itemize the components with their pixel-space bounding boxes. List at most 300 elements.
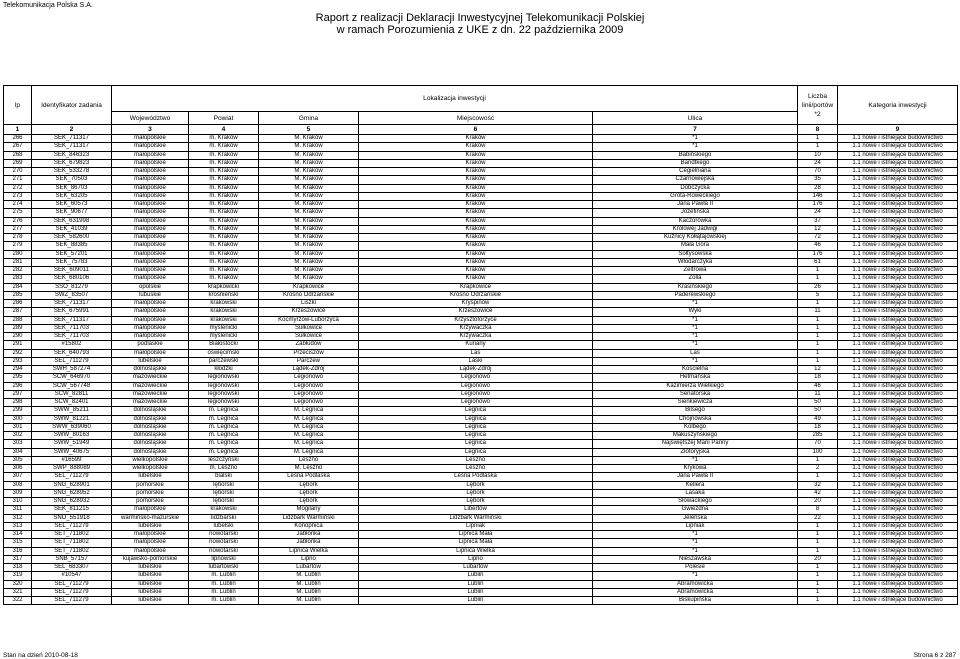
cell-wojewodztwo: małopolskie bbox=[112, 539, 189, 547]
cell-ulica: Lipniak bbox=[593, 522, 798, 530]
cell-liczba: 12 bbox=[798, 366, 838, 374]
cell-wojewodztwo: małopolskie bbox=[112, 217, 189, 225]
header-identyfikator: Identyfikator zadania bbox=[32, 86, 112, 125]
cell-liczba: 1 bbox=[798, 341, 838, 349]
header-miejscowosc: Miejscowość bbox=[359, 112, 593, 125]
cell-ulica: Lasaka bbox=[593, 489, 798, 497]
cell-wojewodztwo: małopolskie bbox=[112, 168, 189, 176]
cell-ulica: Jana Pawła II bbox=[593, 201, 798, 209]
cell-gmina: Krzeszowice bbox=[259, 308, 359, 316]
cell-powiat: legionowski bbox=[189, 399, 259, 407]
cell-miejscowosc: Las bbox=[359, 349, 593, 357]
cell-ulica: *1 bbox=[593, 316, 798, 324]
cell-ulica: Kazimierza Wielkiego bbox=[593, 382, 798, 390]
cell-miejscowosc: Legionowo bbox=[359, 374, 593, 382]
cell-liczba: 1 bbox=[798, 456, 838, 464]
cell-kategoria: 1.1 nowe i istniejące budownictwo bbox=[838, 333, 958, 341]
table-row bbox=[4, 201, 958, 209]
cell-miejscowosc: Kraków bbox=[359, 168, 593, 176]
cell-lp: 285 bbox=[4, 291, 32, 299]
cell-identyfikator: SEK_811215 bbox=[32, 506, 112, 514]
cell-wojewodztwo: małopolskie bbox=[112, 349, 189, 357]
cell-gmina: M. Legnica bbox=[259, 415, 359, 423]
cell-ulica: Jana Pawła II bbox=[593, 473, 798, 481]
cell-liczba: 1 bbox=[798, 580, 838, 588]
cell-gmina: Leszno bbox=[259, 456, 359, 464]
cell-liczba: 1 bbox=[798, 300, 838, 308]
cell-gmina: M. Kraków bbox=[259, 250, 359, 258]
cell-identyfikator: SEK_86703 bbox=[32, 184, 112, 192]
cell-liczba: 1 bbox=[798, 564, 838, 572]
cell-liczba: 1 bbox=[798, 473, 838, 481]
cell-lp: 310 bbox=[4, 498, 32, 506]
cell-lp: 309 bbox=[4, 489, 32, 497]
cell-lp: 282 bbox=[4, 267, 32, 275]
cell-identyfikator: SEK_680106 bbox=[32, 275, 112, 283]
cell-gmina: Liszki bbox=[259, 300, 359, 308]
header-powiat: Powiat bbox=[189, 112, 259, 125]
table-row bbox=[4, 143, 958, 151]
cell-miejscowosc: Kraków bbox=[359, 192, 593, 200]
table-row bbox=[4, 333, 958, 341]
table-row bbox=[4, 456, 958, 464]
cell-gmina: Krapkowice bbox=[259, 283, 359, 291]
cell-liczba: 46 bbox=[798, 382, 838, 390]
cell-kategoria: 1.1 nowe i istniejące budownictwo bbox=[838, 407, 958, 415]
cell-identyfikator: SWW_80163 bbox=[32, 432, 112, 440]
cell-kategoria: 1.1 nowe i istniejące budownictwo bbox=[838, 308, 958, 316]
cell-miejscowosc: Legionowo bbox=[359, 390, 593, 398]
cell-liczba: 35 bbox=[798, 176, 838, 184]
table-row bbox=[4, 374, 958, 382]
table-row bbox=[4, 390, 958, 398]
cell-liczba: 70 bbox=[798, 440, 838, 448]
cell-kategoria: 1.1 nowe i istniejące budownictwo bbox=[838, 390, 958, 398]
cell-miejscowosc: Legnica bbox=[359, 440, 593, 448]
cell-powiat: bialski bbox=[189, 473, 259, 481]
cell-kategoria: 1.1 nowe i istniejące budownictwo bbox=[838, 448, 958, 456]
column-number: 7 bbox=[593, 125, 798, 135]
cell-wojewodztwo: mazowieckie bbox=[112, 390, 189, 398]
cell-gmina: M. Kraków bbox=[259, 168, 359, 176]
cell-powiat: m. Legnica bbox=[189, 448, 259, 456]
table-row bbox=[4, 176, 958, 184]
cell-identyfikator: #10547 bbox=[32, 572, 112, 580]
cell-ulica: Paderewskiego bbox=[593, 291, 798, 299]
cell-miejscowosc: Kraków bbox=[359, 225, 593, 233]
cell-lp: 275 bbox=[4, 209, 32, 217]
cell-miejscowosc: Lublin bbox=[359, 588, 593, 596]
cell-ulica: Słowackiego bbox=[593, 498, 798, 506]
cell-miejscowosc: Krzywaczka bbox=[359, 324, 593, 332]
cell-powiat: kłodzki bbox=[189, 366, 259, 374]
cell-lp: 311 bbox=[4, 506, 32, 514]
cell-miejscowosc: Legnica bbox=[359, 432, 593, 440]
table-row bbox=[4, 357, 958, 365]
cell-kategoria: 1.1 nowe i istniejące budownictwo bbox=[838, 201, 958, 209]
cell-powiat: lęborski bbox=[189, 489, 259, 497]
cell-gmina: Lidzbark Warmiński bbox=[259, 514, 359, 522]
cell-lp: 305 bbox=[4, 456, 32, 464]
table-row bbox=[4, 580, 958, 588]
cell-lp: 319 bbox=[4, 572, 32, 580]
footer-date: Stan na dzień 2010-08-18 bbox=[3, 652, 78, 659]
cell-kategoria: 1.1 nowe i istniejące budownictwo bbox=[838, 547, 958, 555]
cell-wojewodztwo: małopolskie bbox=[112, 258, 189, 266]
cell-lp: 283 bbox=[4, 275, 32, 283]
cell-gmina: Lipnica Wielka bbox=[259, 547, 359, 555]
cell-powiat: m. Legnica bbox=[189, 432, 259, 440]
cell-kategoria: 1.1 nowe i istniejące budownictwo bbox=[838, 498, 958, 506]
cell-miejscowosc: Kraków bbox=[359, 135, 593, 143]
cell-kategoria: 1.1 nowe i istniejące budownictwo bbox=[838, 267, 958, 275]
cell-miejscowosc: Kraków bbox=[359, 184, 593, 192]
table-row bbox=[4, 324, 958, 332]
cell-kategoria: 1.1 nowe i istniejące budownictwo bbox=[838, 225, 958, 233]
cell-ulica: Gwiezdna bbox=[593, 506, 798, 514]
cell-identyfikator: SWW_85211 bbox=[32, 407, 112, 415]
cell-powiat: m. Lublin bbox=[189, 597, 259, 605]
cell-identyfikator: #16599 bbox=[32, 456, 112, 464]
header-kategoria: Kategoria inwestycji bbox=[838, 86, 958, 125]
header-liczba-linii: Liczba linii/portów *2 bbox=[798, 86, 838, 125]
cell-wojewodztwo: małopolskie bbox=[112, 308, 189, 316]
cell-powiat: legionowski bbox=[189, 382, 259, 390]
cell-kategoria: 1.1 nowe i istniejące budownictwo bbox=[838, 489, 958, 497]
cell-lp: 286 bbox=[4, 300, 32, 308]
cell-powiat: Białostocki bbox=[189, 341, 259, 349]
cell-miejscowosc: Legnica bbox=[359, 415, 593, 423]
footer-page-number: Strona 6 z 287 bbox=[913, 652, 956, 659]
cell-wojewodztwo: lubelskie bbox=[112, 588, 189, 596]
cell-powiat: m. Kraków bbox=[189, 258, 259, 266]
table-row bbox=[4, 564, 958, 572]
cell-miejscowosc: Kraków bbox=[359, 275, 593, 283]
cell-liczba: 1 bbox=[798, 275, 838, 283]
cell-lp: 315 bbox=[4, 539, 32, 547]
cell-ulica: Królowej Jadwigi bbox=[593, 225, 798, 233]
cell-ulica: *1 bbox=[593, 143, 798, 151]
cell-gmina: Legionowo bbox=[259, 390, 359, 398]
cell-liczba: 1 bbox=[798, 597, 838, 605]
cell-identyfikator: SCW_82401 bbox=[32, 399, 112, 407]
cell-liczba: 50 bbox=[798, 399, 838, 407]
cell-wojewodztwo: małopolskie bbox=[112, 531, 189, 539]
cell-ulica: Mała Góra bbox=[593, 242, 798, 250]
cell-kategoria: 1.1 nowe i istniejące budownictwo bbox=[838, 291, 958, 299]
cell-kategoria: 1.1 nowe i istniejące budownictwo bbox=[838, 555, 958, 563]
company-name: Telekomunikacja Polska S.A. bbox=[3, 2, 93, 9]
cell-wojewodztwo: małopolskie bbox=[112, 176, 189, 184]
table-row bbox=[4, 572, 958, 580]
table-row bbox=[4, 489, 958, 497]
cell-ulica: Kościelna bbox=[593, 366, 798, 374]
table-row bbox=[4, 465, 958, 473]
cell-identyfikator: SWW_639060 bbox=[32, 423, 112, 431]
cell-powiat: m. Kraków bbox=[189, 159, 259, 167]
cell-identyfikator: SEL_683307 bbox=[32, 564, 112, 572]
cell-powiat: krakowski bbox=[189, 308, 259, 316]
cell-wojewodztwo: lubelskie bbox=[112, 473, 189, 481]
cell-ulica: *1 bbox=[593, 324, 798, 332]
cell-identyfikator: SEL_711279 bbox=[32, 357, 112, 365]
cell-miejscowosc: Lublin bbox=[359, 580, 593, 588]
column-number: 4 bbox=[189, 125, 259, 135]
column-number: 8 bbox=[798, 125, 838, 135]
cell-ulica: Wyki bbox=[593, 308, 798, 316]
cell-kategoria: 1.1 nowe i istniejące budownictwo bbox=[838, 324, 958, 332]
cell-lp: 301 bbox=[4, 423, 32, 431]
cell-identyfikator: SEK_711317 bbox=[32, 143, 112, 151]
cell-lp: 307 bbox=[4, 473, 32, 481]
column-number: 6 bbox=[359, 125, 593, 135]
cell-wojewodztwo: małopolskie bbox=[112, 250, 189, 258]
cell-miejscowosc: Lidzbark Warmiński bbox=[359, 514, 593, 522]
cell-kategoria: 1.1 nowe i istniejące budownictwo bbox=[838, 184, 958, 192]
cell-wojewodztwo: pomorskie bbox=[112, 481, 189, 489]
cell-gmina: Sułkowice bbox=[259, 333, 359, 341]
cell-gmina: M. Kraków bbox=[259, 234, 359, 242]
cell-powiat: parczewski bbox=[189, 357, 259, 365]
cell-lp: 291 bbox=[4, 341, 32, 349]
cell-ulica: *1 bbox=[593, 531, 798, 539]
cell-gmina: Sułkowice bbox=[259, 324, 359, 332]
cell-ulica: Bilsego bbox=[593, 407, 798, 415]
cell-powiat: krapkowicki bbox=[189, 283, 259, 291]
cell-identyfikator: SEL_711279 bbox=[32, 597, 112, 605]
cell-powiat: m. Kraków bbox=[189, 135, 259, 143]
cell-identyfikator: SEL_711279 bbox=[32, 473, 112, 481]
cell-ulica: *1 bbox=[593, 547, 798, 555]
cell-wojewodztwo: małopolskie bbox=[112, 547, 189, 555]
table-row bbox=[4, 415, 958, 423]
cell-powiat: lidzbarski bbox=[189, 514, 259, 522]
cell-gmina: M. Kraków bbox=[259, 225, 359, 233]
cell-lp: 293 bbox=[4, 357, 32, 365]
cell-kategoria: 1.1 nowe i istniejące budownictwo bbox=[838, 143, 958, 151]
cell-identyfikator: SEL_711279 bbox=[32, 588, 112, 596]
cell-identyfikator: SEK_711703 bbox=[32, 333, 112, 341]
cell-powiat: nowotarski bbox=[189, 539, 259, 547]
cell-identyfikator: SNO_551918 bbox=[32, 514, 112, 522]
cell-miejscowosc: Lublin bbox=[359, 597, 593, 605]
cell-identyfikator: SEK_63205 bbox=[32, 192, 112, 200]
cell-gmina: M. Legnica bbox=[259, 448, 359, 456]
cell-lp: 320 bbox=[4, 580, 32, 588]
cell-liczba: 37 bbox=[798, 217, 838, 225]
cell-gmina: Kocmyrzów-Luborzyca bbox=[259, 316, 359, 324]
cell-lp: 290 bbox=[4, 333, 32, 341]
cell-ulica: Abramowicka bbox=[593, 580, 798, 588]
cell-miejscowosc: Krzysztoforzyce bbox=[359, 316, 593, 324]
cell-identyfikator: SCW_567748 bbox=[32, 382, 112, 390]
cell-wojewodztwo: dolnośląskie bbox=[112, 407, 189, 415]
cell-miejscowosc: Laski bbox=[359, 357, 593, 365]
cell-wojewodztwo: dolnośląskie bbox=[112, 366, 189, 374]
cell-powiat: krakowski bbox=[189, 300, 259, 308]
cell-powiat: oświęcimski bbox=[189, 349, 259, 357]
cell-gmina: Jabłonka bbox=[259, 531, 359, 539]
table-row bbox=[4, 151, 958, 159]
header-gmina: Gmina bbox=[259, 112, 359, 125]
cell-kategoria: 1.1 nowe i istniejące budownictwo bbox=[838, 514, 958, 522]
cell-wojewodztwo: małopolskie bbox=[112, 506, 189, 514]
table-row bbox=[4, 258, 958, 266]
cell-miejscowosc: Krosno Odrzańskie bbox=[359, 291, 593, 299]
cell-wojewodztwo: dolnośląskie bbox=[112, 440, 189, 448]
cell-kategoria: 1.1 nowe i istniejące budownictwo bbox=[838, 522, 958, 530]
cell-powiat: lubelski bbox=[189, 522, 259, 530]
cell-kategoria: 1.1 nowe i istniejące budownictwo bbox=[838, 465, 958, 473]
table-row bbox=[4, 159, 958, 167]
cell-powiat: lęborski bbox=[189, 481, 259, 489]
table-row bbox=[4, 448, 958, 456]
cell-liczba: 1 bbox=[798, 267, 838, 275]
cell-kategoria: 1.1 nowe i istniejące budownictwo bbox=[838, 597, 958, 605]
cell-wojewodztwo: kujawsko-pomorskie bbox=[112, 555, 189, 563]
cell-miejscowosc: Legnica bbox=[359, 407, 593, 415]
cell-lp: 276 bbox=[4, 217, 32, 225]
cell-identyfikator: SWZ_83507 bbox=[32, 291, 112, 299]
cell-liczba: 1 bbox=[798, 547, 838, 555]
investment-table bbox=[3, 85, 958, 605]
cell-liczba: 1 bbox=[798, 333, 838, 341]
table-row bbox=[4, 308, 958, 316]
table-row bbox=[4, 275, 958, 283]
cell-kategoria: 1.1 nowe i istniejące budownictwo bbox=[838, 283, 958, 291]
cell-identyfikator: SEK_70503 bbox=[32, 176, 112, 184]
cell-ulica: *1 bbox=[593, 539, 798, 547]
cell-ulica: Senatorska bbox=[593, 390, 798, 398]
cell-wojewodztwo: małopolskie bbox=[112, 201, 189, 209]
cell-lp: 295 bbox=[4, 374, 32, 382]
cell-powiat: lipnowski bbox=[189, 555, 259, 563]
cell-miejscowosc: Kraków bbox=[359, 176, 593, 184]
table-row bbox=[4, 514, 958, 522]
cell-gmina: Lębork bbox=[259, 481, 359, 489]
cell-gmina: M. Lublin bbox=[259, 572, 359, 580]
cell-wojewodztwo: wielkopolskie bbox=[112, 465, 189, 473]
cell-gmina: M. Kraków bbox=[259, 151, 359, 159]
cell-gmina: Legionowo bbox=[259, 399, 359, 407]
cell-gmina: M. Kraków bbox=[259, 184, 359, 192]
cell-kategoria: 1.1 nowe i istniejące budownictwo bbox=[838, 374, 958, 382]
cell-identyfikator: SWW_40675 bbox=[32, 448, 112, 456]
cell-wojewodztwo: dolnośląskie bbox=[112, 432, 189, 440]
table-row bbox=[4, 407, 958, 415]
cell-lp: 316 bbox=[4, 547, 32, 555]
cell-powiat: m. Lublin bbox=[189, 580, 259, 588]
cell-ulica: Kellera bbox=[593, 481, 798, 489]
cell-lp: 272 bbox=[4, 184, 32, 192]
cell-miejscowosc: Lipniak bbox=[359, 522, 593, 530]
cell-ulica: *1 bbox=[593, 357, 798, 365]
cell-kategoria: 1.1 nowe i istniejące budownictwo bbox=[838, 588, 958, 596]
cell-kategoria: 1.1 nowe i istniejące budownictwo bbox=[838, 357, 958, 365]
cell-wojewodztwo: podlaskie bbox=[112, 341, 189, 349]
cell-miejscowosc: Krzeszowice bbox=[359, 308, 593, 316]
cell-powiat: nowotarski bbox=[189, 531, 259, 539]
cell-lp: 314 bbox=[4, 531, 32, 539]
column-number: 5 bbox=[259, 125, 359, 135]
cell-wojewodztwo: lubelskie bbox=[112, 580, 189, 588]
cell-miejscowosc: Legnica bbox=[359, 448, 593, 456]
cell-powiat: m. Legnica bbox=[189, 423, 259, 431]
cell-wojewodztwo: małopolskie bbox=[112, 192, 189, 200]
cell-ulica: Józefińska bbox=[593, 209, 798, 217]
cell-liczba: 42 bbox=[798, 489, 838, 497]
cell-ulica: Dobczycka bbox=[593, 184, 798, 192]
table-row bbox=[4, 267, 958, 275]
cell-identyfikator: SWP_888089 bbox=[32, 465, 112, 473]
cell-liczba: 49 bbox=[798, 415, 838, 423]
cell-liczba: 22 bbox=[798, 514, 838, 522]
cell-lp: 273 bbox=[4, 192, 32, 200]
cell-kategoria: 1.1 nowe i istniejące budownictwo bbox=[838, 580, 958, 588]
cell-liczba: 2 bbox=[798, 465, 838, 473]
cell-gmina: Jabłonka bbox=[259, 539, 359, 547]
cell-liczba: 1 bbox=[798, 316, 838, 324]
cell-identyfikator: #15802 bbox=[32, 341, 112, 349]
cell-liczba: 32 bbox=[798, 481, 838, 489]
cell-liczba: 24 bbox=[798, 159, 838, 167]
cell-liczba: 100 bbox=[798, 448, 838, 456]
cell-wojewodztwo: mazowieckie bbox=[112, 382, 189, 390]
cell-powiat: m. Kraków bbox=[189, 201, 259, 209]
cell-wojewodztwo: mazowieckie bbox=[112, 374, 189, 382]
cell-ulica: Cegielniana bbox=[593, 168, 798, 176]
cell-liczba: 146 bbox=[798, 192, 838, 200]
cell-wojewodztwo: małopolskie bbox=[112, 267, 189, 275]
cell-kategoria: 1.1 nowe i istniejące budownictwo bbox=[838, 275, 958, 283]
cell-wojewodztwo: lubelskie bbox=[112, 564, 189, 572]
cell-miejscowosc: Kraków bbox=[359, 267, 593, 275]
cell-identyfikator: SEK_90677 bbox=[32, 209, 112, 217]
cell-liczba: 8 bbox=[798, 506, 838, 514]
cell-kategoria: 1.1 nowe i istniejące budownictwo bbox=[838, 242, 958, 250]
cell-wojewodztwo: lubelskie bbox=[112, 357, 189, 365]
cell-liczba: 18 bbox=[798, 374, 838, 382]
cell-identyfikator: SEK_711703 bbox=[32, 324, 112, 332]
cell-miejscowosc: Kraków bbox=[359, 242, 593, 250]
header-wojewodztwo: Województwo bbox=[112, 112, 189, 125]
cell-kategoria: 1.1 nowe i istniejące budownictwo bbox=[838, 382, 958, 390]
cell-lp: 274 bbox=[4, 201, 32, 209]
cell-miejscowosc: Kraków bbox=[359, 209, 593, 217]
cell-liczba: 50 bbox=[798, 407, 838, 415]
cell-lp: 302 bbox=[4, 432, 32, 440]
cell-powiat: m. Kraków bbox=[189, 184, 259, 192]
cell-powiat: myślenicki bbox=[189, 324, 259, 332]
cell-ulica: Abramowicka bbox=[593, 588, 798, 596]
cell-kategoria: 1.1 nowe i istniejące budownictwo bbox=[838, 349, 958, 357]
cell-wojewodztwo: małopolskie bbox=[112, 324, 189, 332]
cell-powiat: m. Kraków bbox=[189, 168, 259, 176]
cell-kategoria: 1.1 nowe i istniejące budownictwo bbox=[838, 258, 958, 266]
cell-powiat: m. Legnica bbox=[189, 440, 259, 448]
cell-ulica: Bandtkego bbox=[593, 159, 798, 167]
table-row bbox=[4, 209, 958, 217]
cell-kategoria: 1.1 nowe i istniejące budownictwo bbox=[838, 506, 958, 514]
cell-powiat: krośnieński bbox=[189, 291, 259, 299]
cell-lp: 313 bbox=[4, 522, 32, 530]
cell-gmina: M. Kraków bbox=[259, 258, 359, 266]
table-row bbox=[4, 349, 958, 357]
cell-liczba: 11 bbox=[798, 390, 838, 398]
cell-lp: 308 bbox=[4, 481, 32, 489]
cell-kategoria: 1.1 nowe i istniejące budownictwo bbox=[838, 316, 958, 324]
cell-identyfikator: SET_711802 bbox=[32, 547, 112, 555]
